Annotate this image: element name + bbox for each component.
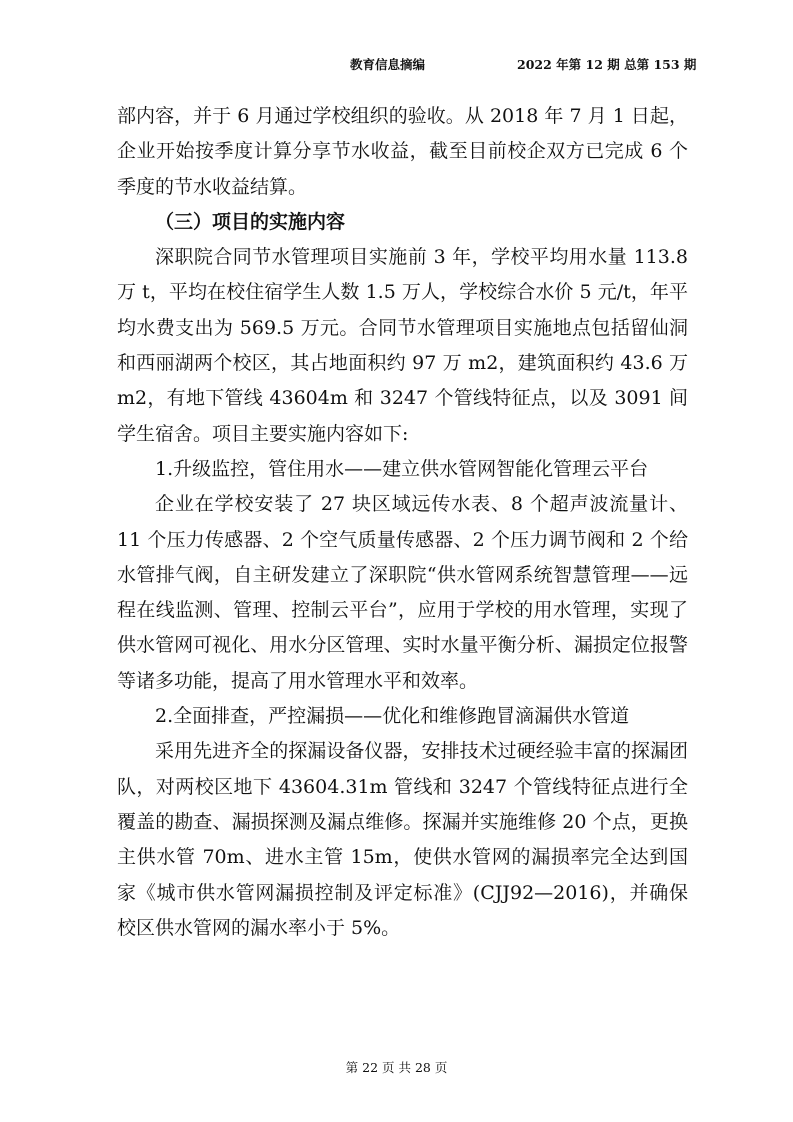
subheading: 1.升级监控，管住用水——建立供水管网智能化管理云平台 xyxy=(155,457,649,480)
page-number: 第 22 页 共 28 页 xyxy=(345,1060,448,1075)
issue-info: 2022 年第 12 期 总第 153 期 xyxy=(517,57,697,72)
document-body xyxy=(117,99,688,946)
publication-name: 教育信息摘编 xyxy=(350,57,426,72)
section-heading: （三）项目的实施内容 xyxy=(155,210,346,233)
paragraph: 企业在学校安装了 27 块区域远传水表、8 个超声波流量计、11 个压力传感器、2 个空气质量传感器、2 个压力调节阀和 2 个给水管排气阀，自主研发建立了深职院“供水管网系统智慧管理——远程在线监测、管理、控制云平台”，应用于学校的用水管理，实现了供水管网可视化、用水分区管理、实时水量平衡分析、漏损定位报警等诸多功能，提高了用水管理水平和效率。 xyxy=(117,493,688,692)
paragraph: 采用先进齐全的探漏设备仪器，安排技术过硬经验丰富的探漏团队，对两校区地下 43604.31m 管线和 3247 个管线特征点进行全覆盖的勘查、漏损探测及漏点维修。探漏并实施维修 20 个点，更换主供水管 70m、进水主管 15m，使供水管网的漏损率完全达到国家《城市供水管网漏损控制及评定标准》(CJJ92—2016)，并确保校区供水管网的漏水率小于 5%。 xyxy=(117,740,688,939)
page-header xyxy=(0,55,793,75)
paragraph: 部内容，并于 6 月通过学校组织的验收。从 2018 年 7 月 1 日起，企业开始按季度计算分享节水收益，截至目前校企双方已完成 6 个季度的节水收益结算。 xyxy=(117,105,688,198)
paragraph: 深职院合同节水管理项目实施前 3 年，学校平均用水量 113.8 万 t，平均在校住宿学生人数 1.5 万人，学校综合水价 5 元/t，年平均水费支出为 569.5 万元。合同节水管理项目实施地点包括留仙洞和西丽湖两个校区，其占地面积约 97 万 m2，建筑面积约 43.6 万 m2，有地下管线 43604m 和 3247 个管线特征点，以及 3091 间学生宿舍。项目主要实施内容如下: xyxy=(117,246,688,445)
subheading: 2.全面排查，严控漏损——优化和维修跑冒滴漏供水管道 xyxy=(155,705,630,728)
